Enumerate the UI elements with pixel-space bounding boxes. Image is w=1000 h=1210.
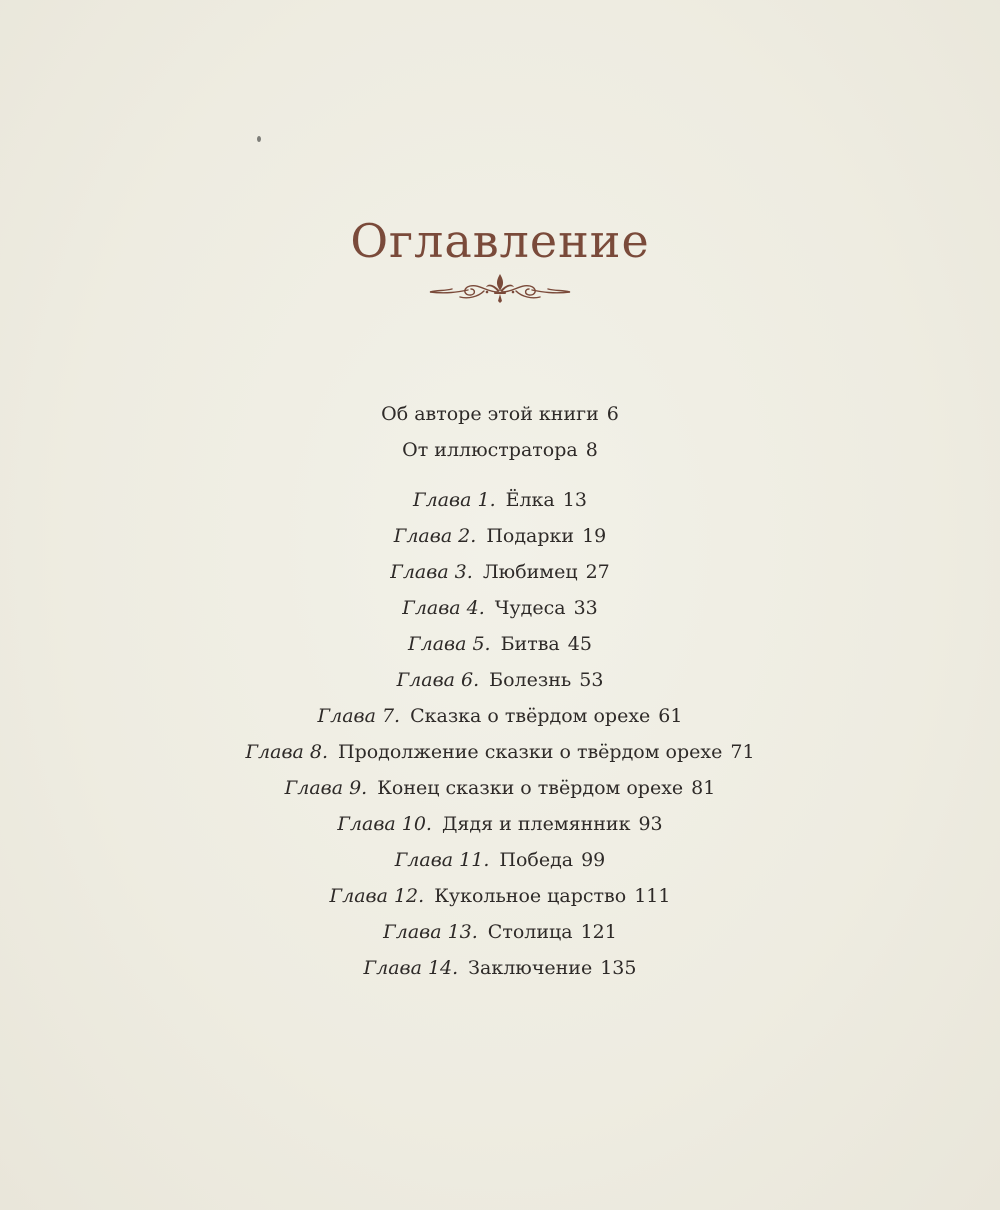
chapter-title: Чудеса bbox=[494, 597, 566, 619]
chapter-title: Столица bbox=[487, 921, 573, 943]
toc-entry-title: Об авторе этой книги bbox=[381, 403, 599, 425]
chapter-number: Глава 9. bbox=[284, 777, 368, 799]
chapter-page: 111 bbox=[634, 885, 671, 907]
chapter-number: Глава 12. bbox=[329, 885, 425, 907]
chapter-title: Любимец bbox=[482, 561, 578, 583]
chapter-number: Глава 7. bbox=[317, 705, 401, 727]
chapter-number: Глава 6. bbox=[396, 669, 480, 691]
toc-chapter-entry[interactable] bbox=[0, 482, 1000, 518]
chapter-title: Сказка о твёрдом орехе bbox=[410, 705, 651, 727]
chapter-number: Глава 4. bbox=[402, 597, 485, 619]
chapter-title: Заключение bbox=[468, 957, 593, 979]
paper-speck bbox=[257, 136, 261, 142]
chapter-title: Подарки bbox=[486, 525, 575, 547]
chapter-title: Победа bbox=[499, 849, 574, 871]
chapter-number: Глава 10. bbox=[337, 813, 432, 835]
chapter-number: Глава 1. bbox=[413, 489, 496, 511]
chapter-page: 19 bbox=[582, 525, 607, 547]
chapter-page: 81 bbox=[691, 777, 716, 799]
chapter-title: Дядя и племянник bbox=[441, 813, 631, 835]
toc-entry-title: От иллюстратора bbox=[402, 439, 578, 461]
toc-chapter-entry[interactable] bbox=[0, 554, 1000, 590]
chapter-title: Болезнь bbox=[489, 669, 572, 691]
chapter-title: Битва bbox=[500, 633, 560, 655]
toc-chapter-entry[interactable] bbox=[0, 950, 1000, 986]
chapter-number: Глава 5. bbox=[408, 633, 491, 655]
toc-chapter-entry[interactable] bbox=[0, 698, 1000, 734]
toc-chapter-entry[interactable] bbox=[0, 806, 1000, 842]
chapter-title: Продолжение сказки о твёрдом орехе bbox=[338, 741, 723, 763]
chapter-number: Глава 8. bbox=[245, 741, 328, 763]
chapter-title: Ёлка bbox=[505, 489, 555, 511]
toc-chapter-entry[interactable] bbox=[0, 590, 1000, 626]
chapter-page: 27 bbox=[585, 561, 610, 583]
chapter-number: Глава 13. bbox=[383, 921, 478, 943]
chapter-page: 45 bbox=[567, 633, 592, 655]
chapter-page: 71 bbox=[730, 741, 755, 763]
toc-chapter-entry[interactable] bbox=[0, 878, 1000, 914]
chapter-page: 61 bbox=[658, 705, 683, 727]
toc-chapter-entry[interactable] bbox=[0, 734, 1000, 770]
toc-chapter-entry[interactable] bbox=[0, 662, 1000, 698]
table-of-contents bbox=[0, 396, 1000, 986]
chapter-page: 33 bbox=[573, 597, 598, 619]
page-title: Оглавление bbox=[350, 214, 650, 268]
toc-entry[interactable] bbox=[0, 432, 1000, 468]
toc-chapter-entry[interactable] bbox=[0, 914, 1000, 950]
chapter-title: Конец сказки о твёрдом орехе bbox=[377, 777, 684, 799]
toc-entry[interactable] bbox=[0, 396, 1000, 432]
chapter-title: Кукольное царство bbox=[434, 885, 627, 907]
chapter-page: 99 bbox=[581, 849, 606, 871]
toc-chapter-entry[interactable] bbox=[0, 626, 1000, 662]
toc-entry-page: 8 bbox=[585, 439, 598, 461]
toc-chapter-entry[interactable] bbox=[0, 842, 1000, 878]
chapter-page: 93 bbox=[638, 813, 663, 835]
chapter-page: 13 bbox=[562, 489, 587, 511]
toc-chapter-entry[interactable] bbox=[0, 770, 1000, 806]
chapter-number: Глава 2. bbox=[393, 525, 477, 547]
chapter-page: 135 bbox=[600, 957, 637, 979]
toc-entry-page: 6 bbox=[606, 403, 619, 425]
chapter-number: Глава 3. bbox=[390, 561, 473, 583]
chapter-page: 53 bbox=[579, 669, 604, 691]
chapter-page: 121 bbox=[580, 921, 617, 943]
toc-chapter-entry[interactable] bbox=[0, 518, 1000, 554]
chapter-number: Глава 11. bbox=[394, 849, 490, 871]
chapter-number: Глава 14. bbox=[363, 957, 459, 979]
flourish-ornament-icon bbox=[424, 270, 576, 306]
